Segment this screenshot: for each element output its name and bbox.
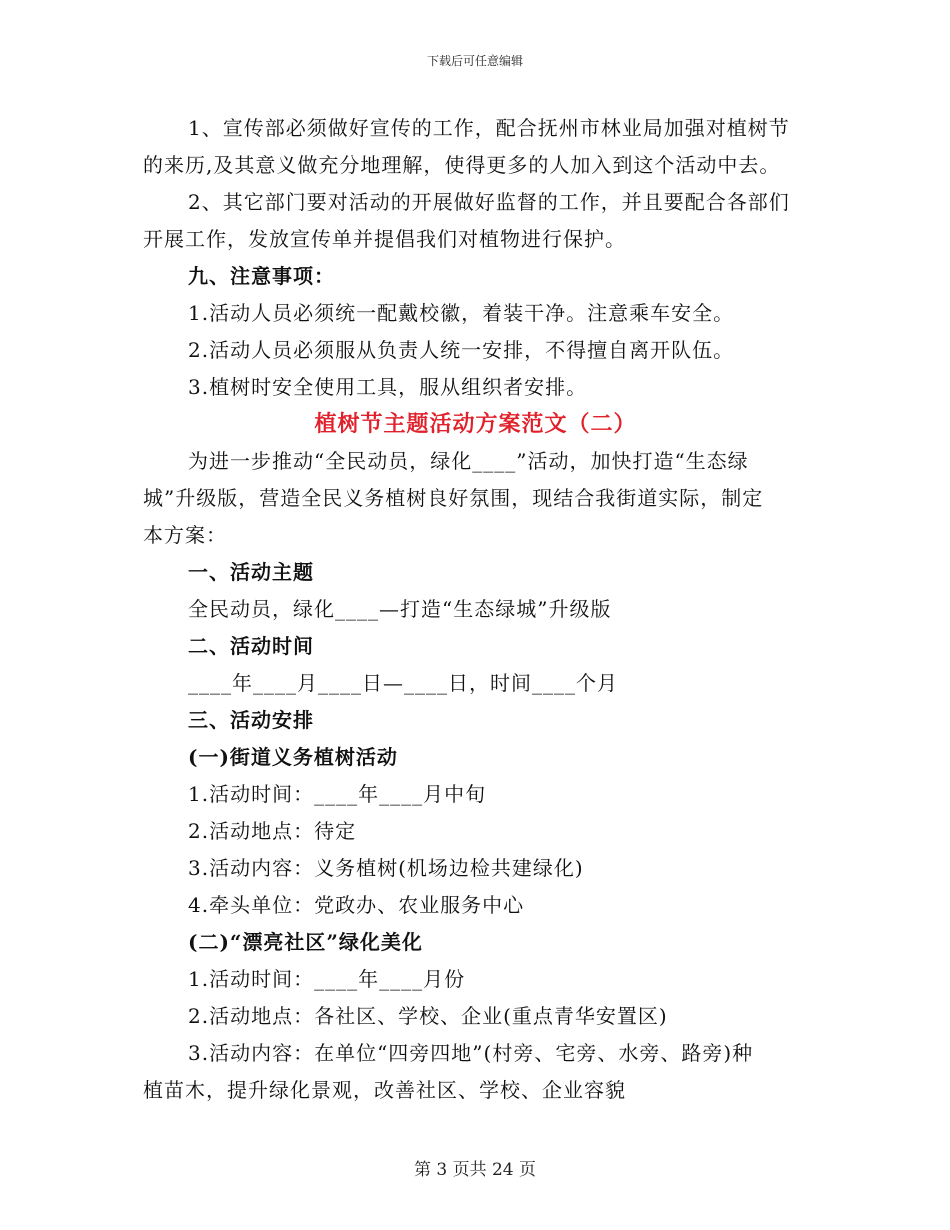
list-item: 3.活动内容：义务植树(机场边检共建绿化) (188, 856, 584, 880)
paragraph-line: 植苗木，提升绿化景观，改善社区、学校、企业容貌 (143, 1078, 626, 1102)
list-item: 3.活动内容：在单位“四旁四地”(村旁、宅旁、水旁、路旁)种 (188, 1041, 754, 1065)
section-heading: 九、注意事项： (188, 264, 335, 288)
document-body (143, 110, 808, 1109)
paragraph-line: 全民动员，绿化____—打造“生态绿城”升级版 (188, 597, 612, 621)
paragraph-line: 本方案： (143, 523, 227, 547)
section-heading: 三、活动安排 (188, 708, 314, 732)
paragraph-line: 城”升级版，营造全民义务植树良好氛围，现结合我街道实际，制定 (143, 486, 764, 510)
list-item: 2.活动地点：待定 (188, 819, 357, 843)
paragraph-line: 2、其它部门要对活动的开展做好监督的工作，并且要配合各部们 (188, 190, 790, 214)
page-header: 下载后可任意编辑 (426, 54, 523, 68)
paragraph-line: ____年____月____日—____日，时间____个月 (188, 671, 618, 695)
document-title: 植树节主题活动方案范文（二） (314, 411, 637, 437)
list-item: 3.植树时安全使用工具，服从组织者安排。 (188, 375, 588, 399)
section-heading: 二、活动时间 (188, 634, 314, 658)
list-item: 1.活动时间：____年____月份 (188, 967, 466, 991)
list-item: 2.活动人员必须服从负责人统一安排，不得擅自离开队伍。 (188, 338, 735, 362)
subsection-heading: (一)街道义务植树活动 (188, 745, 398, 769)
page-footer: 第 3 页共 24 页 (413, 1160, 537, 1180)
subsection-heading: (二)“漂亮社区”绿化美化 (188, 930, 423, 954)
paragraph-line: 开展工作，发放宣传单并提倡我们对植物进行保护。 (143, 227, 626, 251)
list-item: 1.活动人员必须统一配戴校徽，着装干净。注意乘车安全。 (188, 301, 735, 325)
paragraph-line: 的来历,及其意义做充分地理解，使得更多的人加入到这个活动中去。 (143, 153, 781, 177)
paragraph-line: 1、宣传部必须做好宣传的工作，配合抚州市林业局加强对植树节 (188, 116, 790, 140)
list-item: 2.活动地点：各社区、学校、企业(重点青华安置区) (188, 1004, 668, 1028)
paragraph-line: 为进一步推动“全民动员，绿化____”活动，加快打造“生态绿 (188, 449, 749, 473)
list-item: 1.活动时间：____年____月中旬 (188, 782, 487, 806)
section-heading: 一、活动主题 (188, 560, 314, 584)
list-item: 4.牵头单位：党政办、农业服务中心 (188, 893, 525, 917)
